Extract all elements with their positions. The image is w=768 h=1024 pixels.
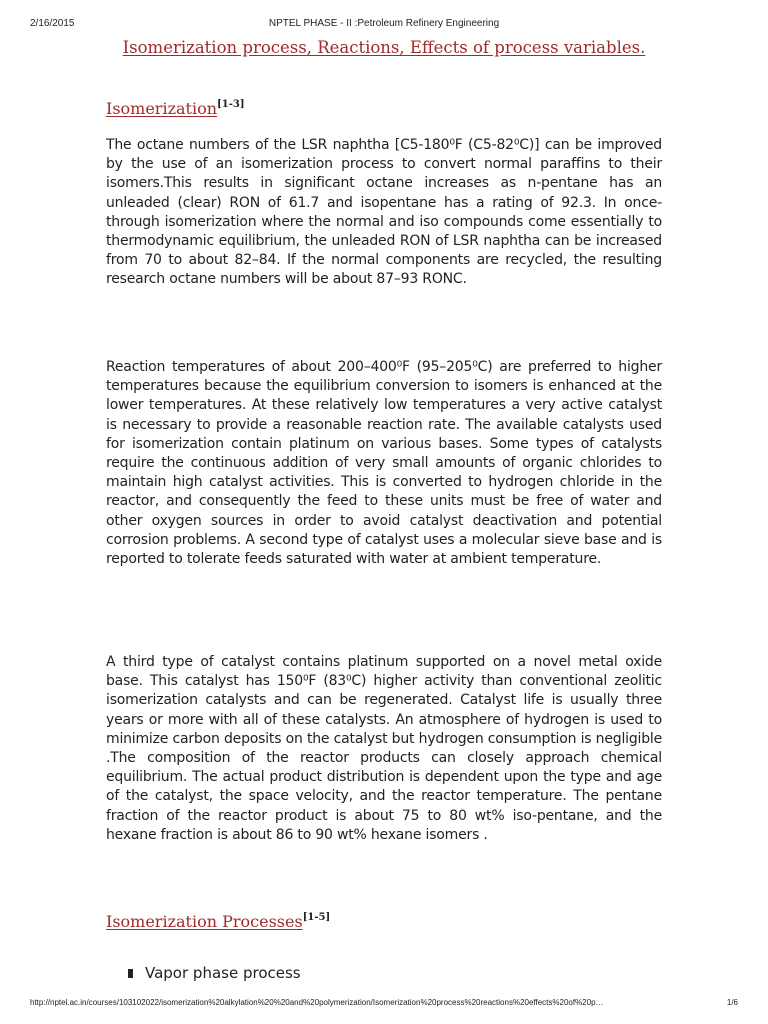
section-heading-isomerization bbox=[106, 95, 245, 119]
paragraph-octane: The octane numbers of the LSR naphtha [C5-180⁰F (C5-82⁰C)] can be improved by the use of an isomerization process to convert normal paraffins to their isomers.This results in significant octane increases as n-pentane has an unleaded (clear) RON of 61.7 and isopentane has a rating of 92.3. In once-through isomerization where the normal and iso compounds come essentially to thermodynamic equilibrium, the unleaded RON of LSR naphtha can be increased from 70 to about 82–84. If the normal components are recycled, the resulting research octane numbers will be about 87–93 RONC. bbox=[106, 137, 662, 288]
section-heading-isomerization-processes bbox=[106, 908, 330, 932]
page-title[interactable]: Isomerization process, Reactions, Effects of process variables. bbox=[122, 38, 646, 57]
list-item-label: Vapor phase process bbox=[145, 964, 301, 982]
site-title: NPTEL PHASE - II :Petroleum Refinery Engineering bbox=[268, 18, 500, 29]
section-heading-link[interactable]: Isomerization bbox=[106, 99, 218, 118]
page-url: http://nptel.ac.in/courses/103102022/isomerization%20alkylation%20%20and%20polymerization/Isomerization%20process%20reactions%20effects%20of%20p… bbox=[30, 998, 604, 1007]
section-heading-link[interactable]: Isomerization Processes bbox=[106, 912, 303, 931]
page-number: 1/6 bbox=[726, 998, 738, 1007]
paragraph-third-catalyst: A third type of catalyst contains platinum supported on a novel metal oxide base. This catalyst has 150⁰F (83⁰C) higher activity than conventional zeolitic isomerization catalysts and can be regenerated. Catalyst life is usually three years or more with all of these catalysts. An atmosphere of hydrogen is used to minimize carbon deposits on the catalyst but hydrogen consumption is negligible .The composition of the reactor products can closely approach chemical equilibrium. The actual product distribution is dependent upon the type and age of the catalyst, the space velocity, and the reactor temperature. The pentane fraction of the reactor product is about 75 to 80 wt% iso-pentane, and the hexane fraction is about 86 to 90 wt% hexane isomers . bbox=[106, 654, 662, 843]
reference-marker: [1-5] bbox=[302, 912, 331, 923]
print-footer bbox=[30, 998, 738, 1010]
print-date: 2/16/2015 bbox=[30, 18, 75, 29]
list-item bbox=[128, 963, 301, 983]
reference-marker: [1-3] bbox=[217, 99, 245, 110]
print-header bbox=[30, 18, 738, 32]
bullet-icon bbox=[128, 969, 133, 978]
paragraph-reaction-temperatures: Reaction temperatures of about 200–400⁰F (95–205⁰C) are preferred to higher temperatures because the equilibrium conversion to isomers is enhanced at the lower temperatures. At these relatively low temperatures a very active catalyst is necessary to provide a reasonable reaction rate. The available catalysts used for isomerization contain platinum on various bases. Some types of catalysts require the continuous addition of very small amounts of organic chlorides to maintain high catalyst activities. This is converted to hydrogen chloride in the reactor, and consequently the feed to these units must be free of water and other oxygen sources in order to avoid catalyst deactivation and potential corrosion problems. A second type of catalyst uses a molecular sieve base and is reported to tolerate feeds saturated with water at ambient temperature. bbox=[106, 359, 662, 568]
